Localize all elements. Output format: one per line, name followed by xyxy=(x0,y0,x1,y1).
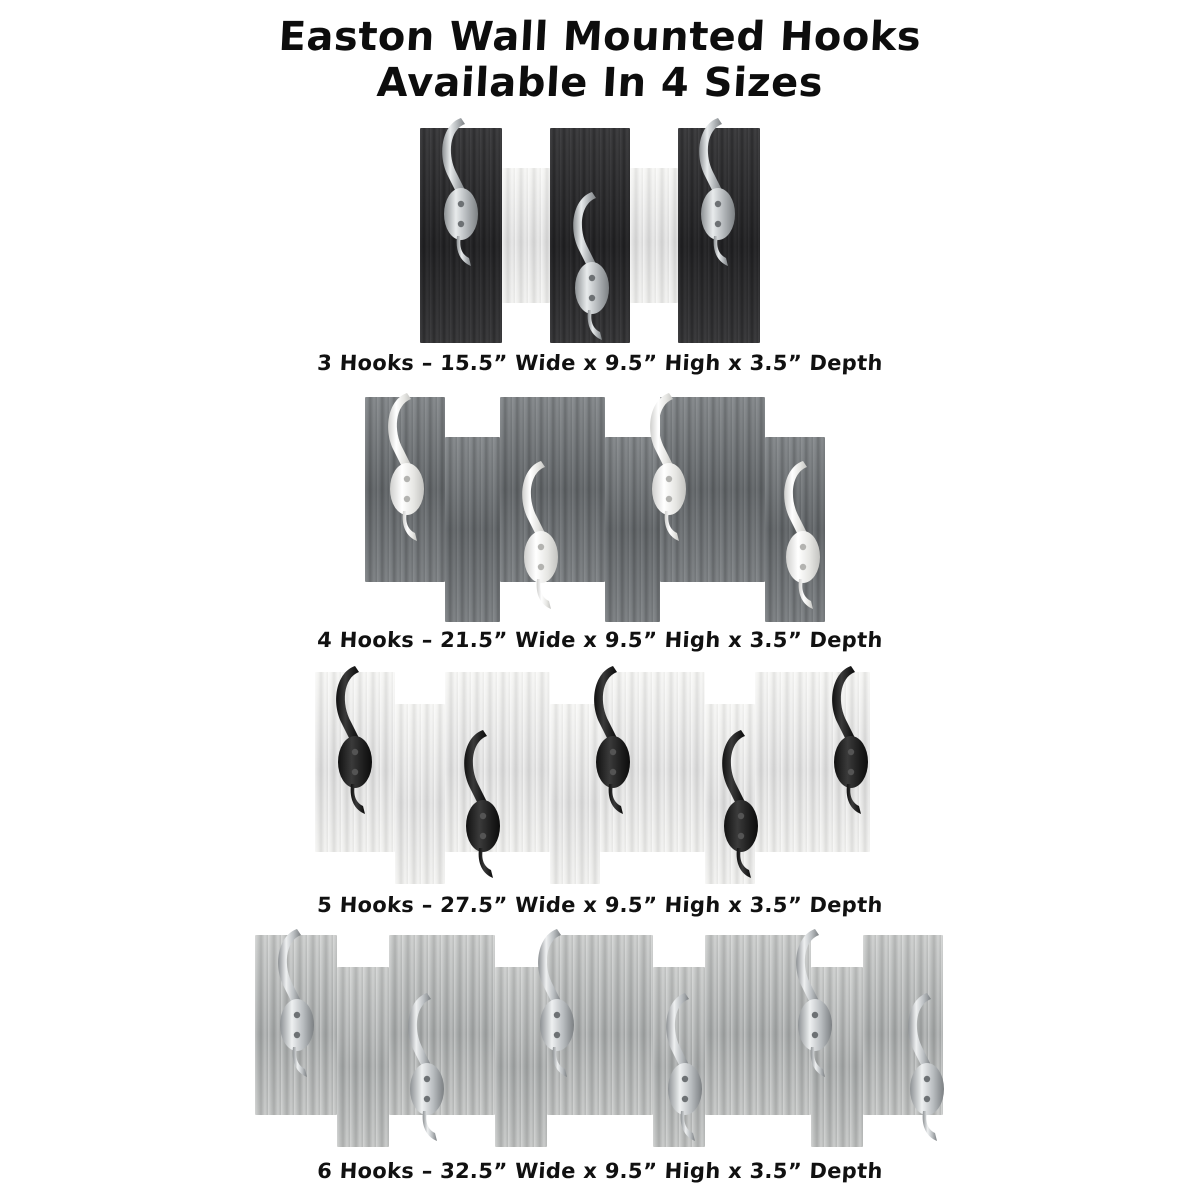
coat-hook xyxy=(329,664,381,824)
caption-3-hooks: 3 Hooks – 15.5” Wide x 9.5” High x 3.5” Depth xyxy=(316,351,884,375)
coat-hook xyxy=(643,391,695,551)
board-slat xyxy=(445,437,500,622)
coat-hook xyxy=(587,664,639,824)
caption-4-hooks: 4 Hooks – 21.5” Wide x 9.5” High x 3.5” Depth xyxy=(316,628,884,652)
page-title xyxy=(0,0,1200,106)
coat-hook xyxy=(531,927,583,1087)
coat-hook xyxy=(401,991,453,1151)
coat-hook xyxy=(515,459,567,619)
coat-hook xyxy=(777,459,829,619)
coat-hook xyxy=(901,991,953,1151)
product-4-hooks xyxy=(0,397,1200,652)
coat-hook xyxy=(692,116,744,276)
title-line-2: Available In 4 Sizes xyxy=(375,60,825,106)
coat-hook xyxy=(715,728,767,888)
board-6-hooks xyxy=(255,935,945,1153)
product-6-hooks xyxy=(0,935,1200,1183)
coat-hook xyxy=(825,664,877,824)
coat-hook xyxy=(381,391,433,551)
coat-hook xyxy=(271,927,323,1087)
caption-5-hooks: 5 Hooks – 27.5” Wide x 9.5” High x 3.5” Depth xyxy=(316,893,884,917)
rack-image-3-hooks xyxy=(420,120,780,345)
product-5-hooks xyxy=(0,672,1200,917)
coat-hook xyxy=(435,116,487,276)
board-slat xyxy=(395,704,445,884)
product-3-hooks xyxy=(0,120,1200,375)
caption-6-hooks: 6 Hooks – 32.5” Wide x 9.5” High x 3.5” Depth xyxy=(316,1159,884,1183)
coat-hook xyxy=(566,190,618,350)
rack-image-5-hooks xyxy=(315,672,885,887)
coat-hook xyxy=(457,728,509,888)
rack-image-6-hooks xyxy=(255,935,945,1153)
board-slat xyxy=(502,168,550,303)
title-line-1: Easton Wall Mounted Hooks xyxy=(277,14,923,60)
board-slat xyxy=(337,967,389,1147)
board-4-hooks xyxy=(365,397,835,622)
coat-hook xyxy=(789,927,841,1087)
rack-image-4-hooks xyxy=(365,397,835,622)
coat-hook xyxy=(659,991,711,1151)
board-slat xyxy=(630,168,678,303)
